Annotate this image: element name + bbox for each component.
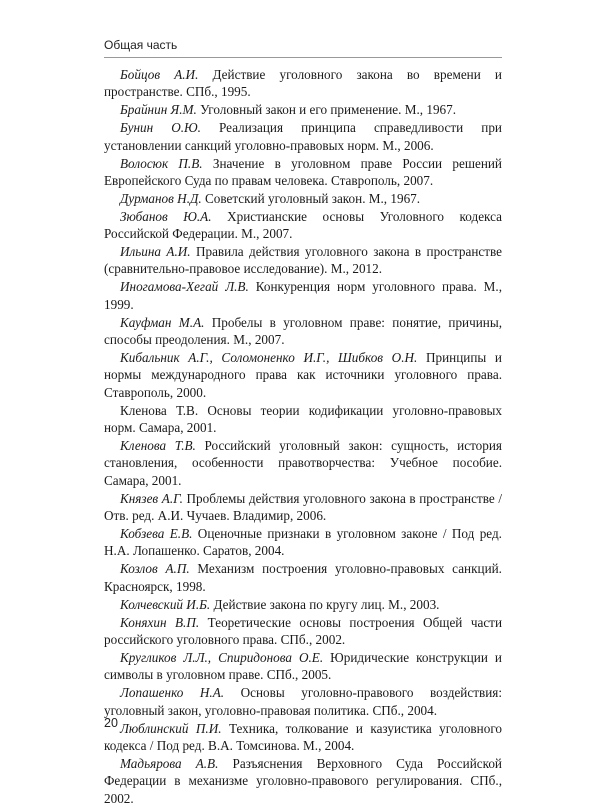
- header-rule: [104, 57, 502, 58]
- entry-author: Кругликов Л.Л., Спиридонова О.Е.: [120, 649, 324, 665]
- entry-author: Ильина А.И.: [120, 244, 191, 260]
- entry-author: Люблинский П.И.: [120, 720, 222, 736]
- bibliography-entry: [104, 525, 502, 560]
- bibliography-entry: [104, 208, 502, 243]
- bibliography-entry: [104, 119, 502, 154]
- entry-text: Принципы и нормы международного права как источники уголовного права. Ставрополь, 2000.: [104, 350, 502, 400]
- entry-author: Волосюк П.В.: [120, 155, 203, 171]
- bibliography-entry: [104, 243, 502, 278]
- entry-author: Бойцов А.И.: [120, 67, 199, 82]
- entry-author: Зюбанов Ю.А.: [120, 208, 212, 224]
- entry-author: Кибальник А.Г., Соломоненко И.Г., Шибков О.Н.: [120, 350, 418, 365]
- bibliography-entry: [104, 349, 502, 401]
- bibliography-entry: [104, 596, 502, 613]
- entry-author: Князев А.Г.: [120, 490, 183, 506]
- entry-text: Основы уголовно-правового воздействия: уголовный закон, уголовно-правовая политика. СПб., 2004.: [104, 685, 502, 718]
- entry-text: Разъяснения Верховного Суда Российской Федерации в механизме уголовно-правового регулирования. СПб., 2002.: [104, 755, 502, 806]
- page-number: 20: [104, 716, 118, 730]
- bibliography-entry: [104, 101, 502, 118]
- entry-text: Пробелы в уголовном праве: понятие, причины, способы преодоления. М., 2007.: [104, 314, 502, 348]
- entry-author: Брайнин Я.М.: [120, 102, 197, 118]
- bibliography-entry: [104, 402, 502, 437]
- bibliography-entry: [104, 437, 502, 489]
- entry-text: Реализация принципа справедливости при установлении санкций уголовно-правовых норм. М., 2006.: [104, 120, 502, 153]
- entry-author: Иногамова-Хегай Л.В.: [120, 279, 249, 295]
- entry-text: Советский уголовный закон. М., 1967.: [201, 190, 421, 206]
- running-header: Общая часть: [104, 38, 178, 52]
- bibliography-entry: [104, 278, 502, 313]
- entry-author: Кауфман М.А.: [120, 314, 205, 330]
- entry-text: Действие уголовного закона во времени и пространстве. СПб., 1995.: [104, 67, 502, 100]
- entry-text: Российский уголовный закон: сущность, история становления, особенности правотворчества: Учебное пособие. Самара, 2001.: [104, 438, 502, 488]
- entry-text: Христианские основы Уголовного кодекса Российской Федерации. М., 2007.: [104, 208, 502, 242]
- entry-text: Механизм построения уголовно-правовых санкций. Красноярск, 1998.: [104, 561, 502, 594]
- entry-text: Юридические конструкции и символы в уголовном праве. СПб., 2005.: [104, 649, 502, 683]
- entry-text: Теоретические основы построения Общей части российского уголовного права. СПб., 2002.: [104, 614, 502, 647]
- entry-author: Колчевский И.Б.: [120, 596, 211, 612]
- entry-author: Дурманов Н.Д.: [120, 190, 202, 206]
- bibliography-entry: [104, 190, 502, 207]
- bibliography-entry: [104, 755, 502, 807]
- entry-author: Мадьярова А.В.: [120, 755, 219, 771]
- bibliography-entry: [104, 66, 502, 101]
- entry-text: Проблемы действия уголовного закона в пространстве / Отв. ред. А.И. Чучаев. Владимир, 2006.: [104, 490, 502, 524]
- bibliography-entry: [104, 614, 502, 649]
- bibliography-entry: [104, 560, 502, 595]
- bibliography-entry: [104, 490, 502, 525]
- bibliography-entry: [104, 684, 502, 719]
- entry-author: Коняхин В.П.: [120, 614, 200, 630]
- entry-author: Лопашенко Н.А.: [120, 685, 225, 701]
- entry-author: Козлов А.П.: [120, 561, 190, 577]
- entry-text: Оценочные признаки в уголовном законе / Под ред. Н.А. Лопашенко. Саратов, 2004.: [104, 526, 502, 559]
- bibliography-entry: [104, 649, 502, 684]
- entry-text: Конкуренция норм уголовного права. М., 1999.: [104, 279, 502, 312]
- entry-text: Действие закона по кругу лиц. М., 2003.: [210, 596, 440, 612]
- bibliography-entry: [104, 155, 502, 190]
- entry-text: Техника, толкование и казуистика уголовного кодекса / Под ред. В.А. Томсинова. М., 2004.: [104, 720, 502, 753]
- entry-author: Кленова Т.В.: [120, 438, 196, 454]
- entry-author: Кобзева Е.В.: [120, 526, 193, 542]
- entry-text: Кленова Т.В. Основы теории кодификации уголовно-правовых норм. Самара, 2001.: [104, 402, 502, 436]
- entry-text: Правила действия уголовного закона в пространстве (сравнительно-правовое исследование). М., 2012.: [104, 244, 502, 277]
- entry-text: Значение в уголовном праве России решений Европейского Суда по правам человека. Ставрополь, 2007.: [104, 155, 502, 188]
- bibliography-list: [104, 66, 502, 808]
- bibliography-entry: [104, 314, 502, 349]
- bibliography-entry: [104, 720, 502, 755]
- entry-author: Бунин О.Ю.: [120, 120, 201, 136]
- entry-text: Уголовный закон и его применение. М., 1967.: [196, 102, 457, 118]
